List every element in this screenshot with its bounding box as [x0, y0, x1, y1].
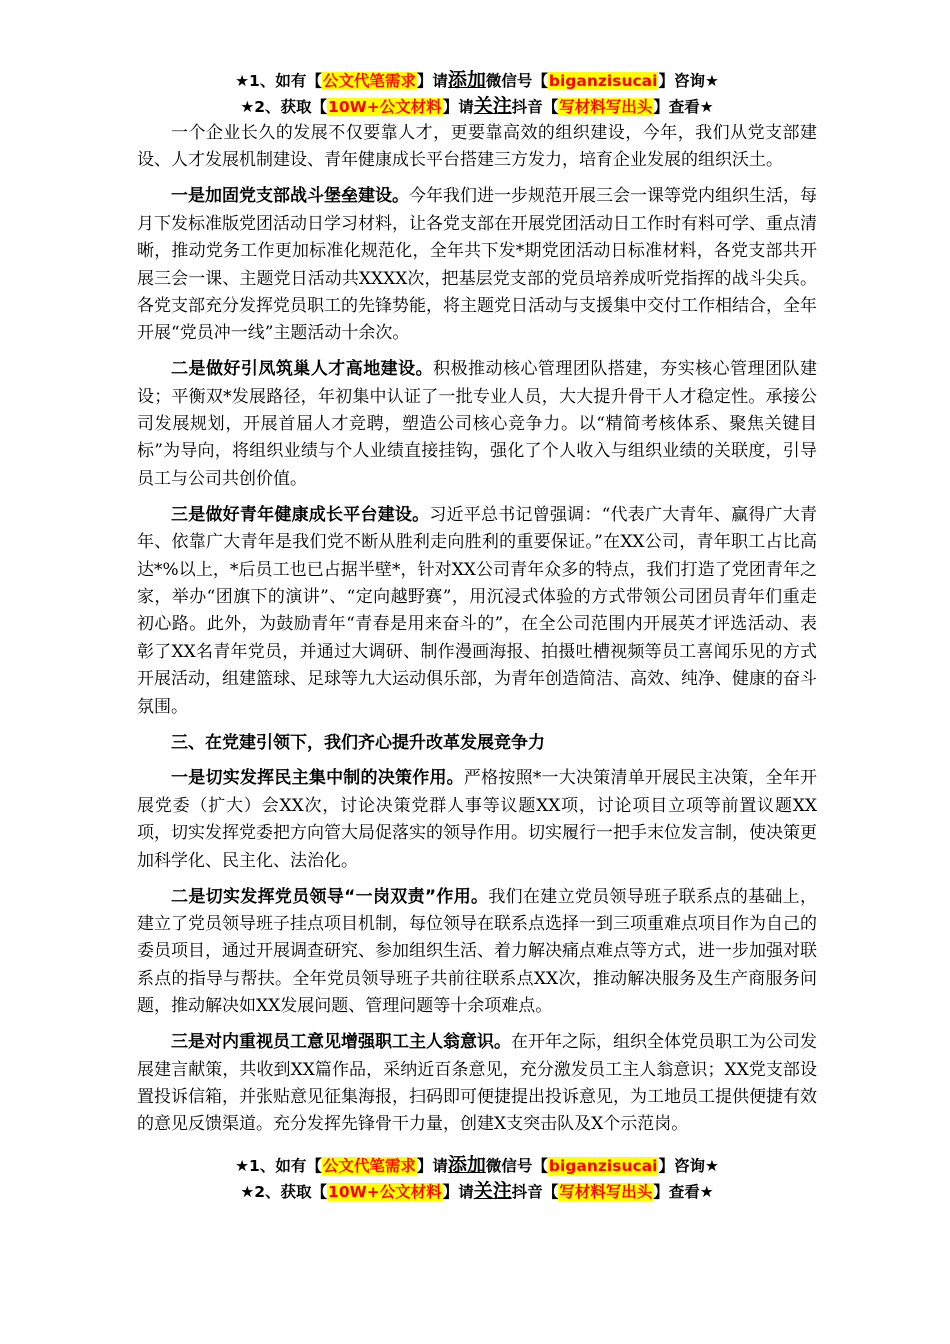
paragraph: 一是加固党支部战斗堡垒建设。今年我们进一步规范开展三会一课等党内组织生活，每月下发标准版党团活动日学习材料，让各党支部在开展党团活动日工作时有料可学、重点清晰，推动党务工作更加标准化规范化，全年共下发*期党团活动日标准材料，各党支部共开展三会一课、主题党日活动共XXXX次，把基层党支部的党员培养成听党指挥的战斗尖兵。各党支部充分发挥党员职工的先锋势能，将主题党日活动与支援集中交付工作相结合，全年开展“党员冲一线”主题活动十余次。: [137, 186, 817, 344]
promo-banner-bottom: [137, 1153, 817, 1205]
document-body: [137, 120, 817, 1139]
paragraph: 一是切实发挥民主集中制的决策作用。严格按照*一大决策清单开展民主决策，全年开展党委（扩大）会XX次，讨论决策党群人事等议题XX项，讨论项目立项等前置议题XX项，切实发挥党委把方向管大局促落实的领导作用。切实履行一把手末位发言制，使决策更加科学化、民主化、法治化。: [137, 768, 818, 871]
highlight-text: 10W+公文材料: [328, 1182, 442, 1201]
paragraph: 二是切实发挥党员领导“一岗双责”作用。我们在建立党员领导班子联系点的基础上，建立了党员领导班子挂点项目机制，每位领导在联系点选择一到三项重难点项目作为自己的委员项目，通过开展调查研究、参加组织生活、着力解决痛点难点等方式，进一步加强对联系点的指导与帮扶。全年党员领导班子共前往联系点XX次，推动解决服务及生产商服务问题，推动解决如XX发展问题、管理问题等十余项难点。: [137, 886, 817, 1017]
highlight-text: 公文代笔需求: [322, 72, 416, 90]
paragraph-lead: 三是对内重视员工意见增强职工主人翁意识。: [171, 1032, 511, 1053]
paragraph: 一个企业长久的发展不仅要靠人才，更要靠高效的组织建设，今年，我们从党支部建设、人才发展机制建设、青年健康成长平台搭建三方发力，培育企业发展的组织沃土。: [137, 123, 817, 171]
promo-banner-top: [137, 68, 817, 120]
paragraph-lead: 一是切实发挥民主集中制的决策作用。: [171, 768, 464, 789]
underlined-text: 关注: [473, 95, 512, 117]
underlined-text: 关注: [473, 1179, 512, 1202]
douyin-id: 写材料写出头: [559, 98, 653, 116]
promo-line-2: ★2、获取【10W+公文材料】请关注抖音【写材料写出头】查看★: [240, 1179, 714, 1202]
promo-line-2: ★2、获取【10W+公文材料】请关注抖音【写材料写出头】查看★: [240, 95, 714, 117]
section-heading: 三、在党建引领下，我们齐心提升改革发展竞争力: [171, 732, 545, 753]
paragraph: 三是做好青年健康成长平台建设。习近平总书记曾强调：“代表广大青年、赢得广大青年、依靠广大青年是我们党不断从胜利走向胜利的重要保证。”在XX公司，青年职工占比高达*%以上，*后员工也已占据半壁*，针对XX公司青年众多的特点，我们打造了党团青年之家，举办“团旗下的演讲”、“定向越野赛”，用沉浸式体验的方式带领公司团员青年们重走初心路。此外，为鼓励青年“青春是用来奋斗的”，在全公司范围内开展英才评选活动、表彰了XX名青年党员，并通过大调研、制作漫画海报、拍摄吐槽视频等员工喜闻乐见的方式开展活动，组建篮球、足球等九大运动俱乐部，为青年创造简洁、高效、纯净、健康的奋斗氛围。: [137, 504, 817, 717]
promo-line-1: ★1、如有【公文代笔需求】请添加微信号【biganzisucai】咨询★: [235, 1153, 719, 1176]
paragraph-lead: 一是加固党支部战斗堡垒建设。: [171, 186, 409, 207]
underlined-text: 添加: [447, 1153, 486, 1176]
underlined-text: 添加: [447, 69, 486, 91]
wechat-id: biganzisucai: [548, 72, 658, 90]
paragraph: 二是做好引凤筑巢人才高地建设。积极推动核心管理团队搭建，夯实核心管理团队建设；平衡双*发展路径，年初集中认证了一批专业人员，大大提升骨干人才稳定性。承接公司发展规划，开展首届人才竞聘，塑造公司核心竞争力。以“精简考核体系、聚焦关键目标”为导向，将组织业绩与个人业绩直接挂钩，强化了个人收入与组织业绩的关联度，引导员工与公司共创价值。: [137, 359, 818, 489]
promo-line-1: ★1、如有【公文代笔需求】请添加微信号【biganzisucai】咨询★: [235, 69, 719, 91]
paragraph-lead: 二是做好引凤筑巢人才高地建设。: [171, 359, 434, 380]
wechat-id: biganzisucai: [548, 1156, 658, 1175]
douyin-id: 写材料写出头: [559, 1182, 653, 1201]
paragraph-lead: 二是切实发挥党员领导“一岗双责”作用。: [171, 886, 489, 907]
paragraph: 三是对内重视员工意见增强职工主人翁意识。在开年之际，组织全体党员职工为公司发展建言献策，共收到XX篇作品，采纳近百条意见，充分激发员工主人翁意识；XX党支部设置投诉信箱，并张贴意见征集海报，扫码即可便捷提出投诉意见，为工地员工提供便捷有效的意见反馈渠道。充分发挥先锋骨干力量，创建X支突击队及X个示范岗。: [137, 1032, 817, 1135]
highlight-text: 公文代笔需求: [322, 1156, 416, 1175]
paragraph-lead: 三是做好青年健康成长平台建设。: [171, 504, 430, 525]
highlight-text: 10W+公文材料: [328, 98, 442, 116]
